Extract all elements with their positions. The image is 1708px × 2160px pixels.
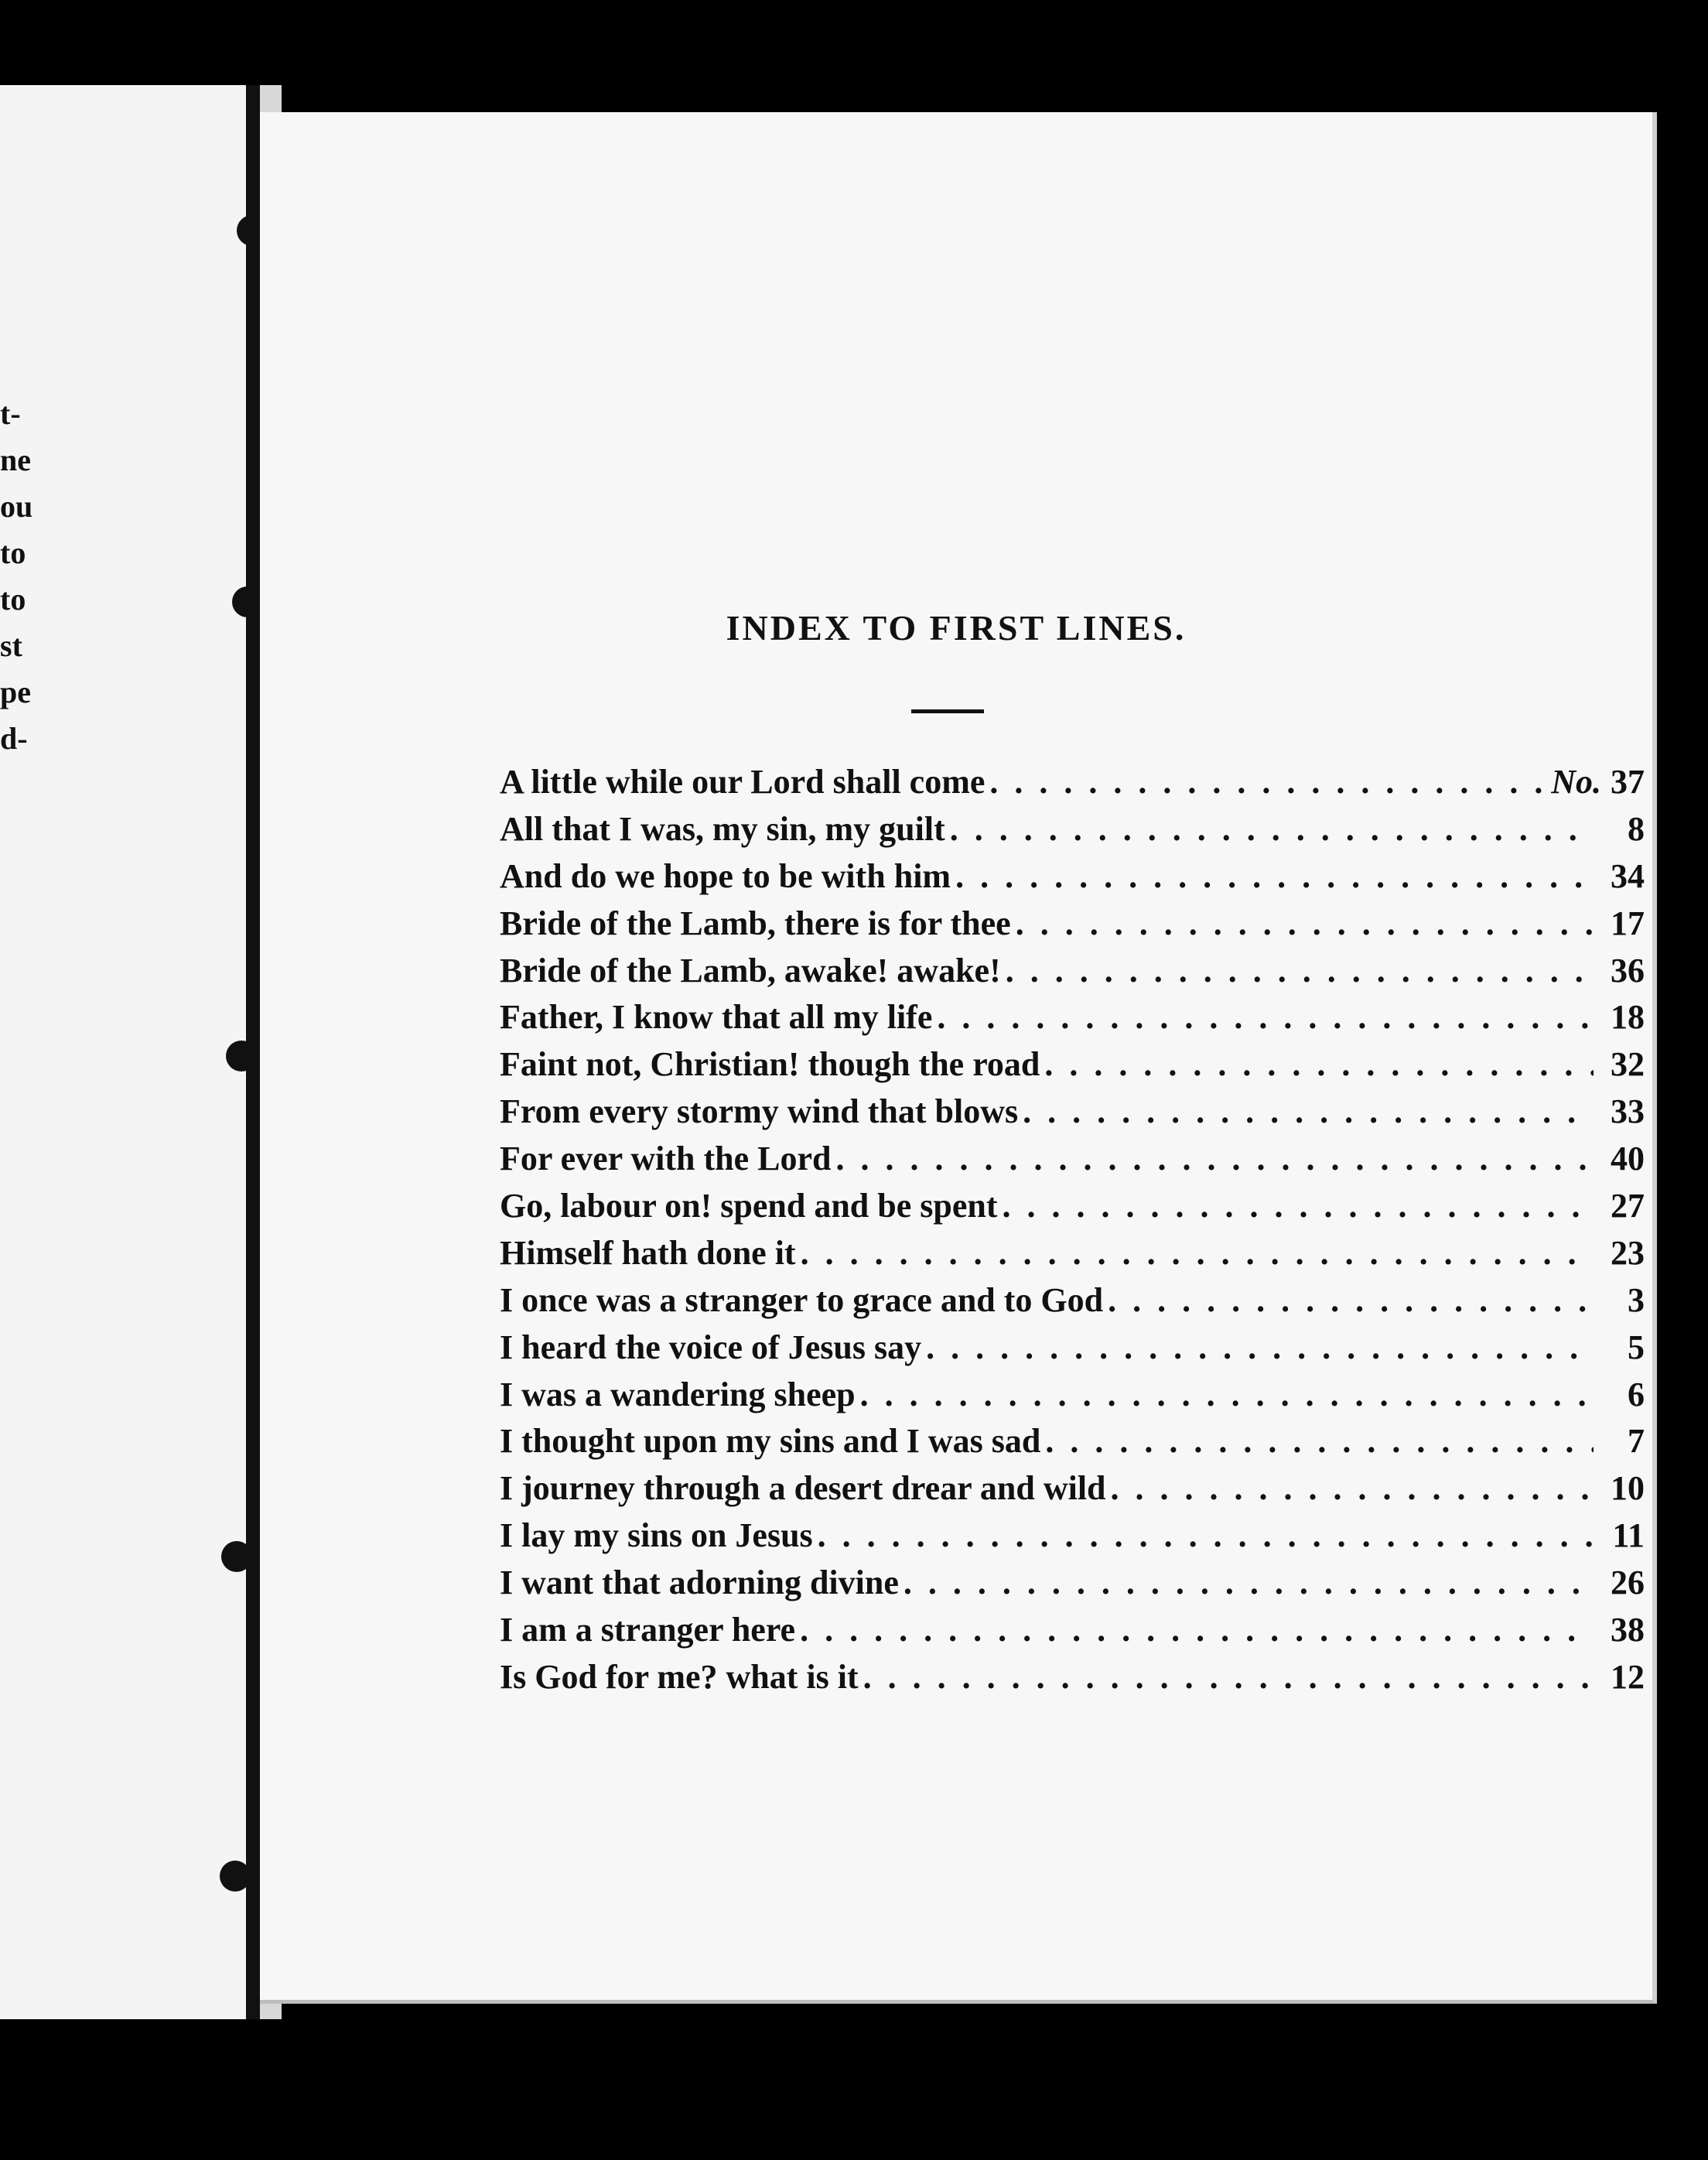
index-entry bbox=[500, 997, 1645, 1044]
hymn-number-value: 37 bbox=[1611, 763, 1645, 801]
page-title: INDEX TO FIRST LINES. bbox=[726, 608, 1187, 648]
index-entry bbox=[500, 1516, 1645, 1563]
hymn-number: 34 bbox=[1611, 856, 1645, 895]
dot-leader bbox=[1016, 904, 1594, 943]
hymn-number: 8 bbox=[1628, 809, 1645, 848]
dot-leader bbox=[1108, 1280, 1594, 1320]
fragment-line: ne bbox=[0, 443, 31, 477]
index-entry bbox=[500, 1186, 1645, 1233]
previous-page bbox=[0, 85, 255, 2019]
index-entry bbox=[500, 1468, 1645, 1516]
dot-leader bbox=[836, 1139, 1594, 1178]
dot-leader bbox=[989, 762, 1546, 801]
hymn-number: 33 bbox=[1611, 1092, 1645, 1131]
index-entry bbox=[500, 1233, 1645, 1280]
index-entry bbox=[500, 1139, 1645, 1186]
hymn-number: 40 bbox=[1611, 1140, 1645, 1178]
hymn-number: 6 bbox=[1628, 1375, 1645, 1413]
hymn-number: 36 bbox=[1611, 951, 1645, 989]
index-entry bbox=[500, 809, 1645, 856]
hymn-number: 10 bbox=[1611, 1469, 1645, 1508]
hymn-number: 11 bbox=[1612, 1516, 1645, 1555]
hymn-number: 27 bbox=[1611, 1187, 1645, 1225]
dot-leader bbox=[1023, 1092, 1594, 1131]
dot-leader bbox=[801, 1233, 1594, 1273]
hymn-number: 17 bbox=[1611, 904, 1645, 942]
index-entry bbox=[500, 1375, 1645, 1422]
hymn-number: 5 bbox=[1628, 1328, 1645, 1366]
first-line: Himself hath done it bbox=[500, 1233, 796, 1272]
first-line: Is God for me? what is it bbox=[500, 1657, 859, 1696]
first-line: Bride of the Lamb, awake! awake! bbox=[500, 951, 1001, 989]
stitch-mark bbox=[232, 586, 263, 617]
hymn-number: 23 bbox=[1611, 1233, 1645, 1272]
first-line: Faint not, Christian! though the road bbox=[500, 1045, 1040, 1084]
first-line: I lay my sins on Jesus bbox=[500, 1516, 813, 1555]
hymn-number: 26 bbox=[1611, 1564, 1645, 1602]
first-line: I journey through a desert drear and wild bbox=[500, 1469, 1106, 1508]
dot-leader bbox=[950, 809, 1594, 849]
first-line: A little while our Lord shall come bbox=[500, 763, 986, 801]
index-entry bbox=[500, 1657, 1645, 1704]
index-entry bbox=[500, 856, 1645, 904]
hymn-number: 3 bbox=[1628, 1280, 1645, 1319]
first-line: I am a stranger here bbox=[500, 1611, 796, 1649]
first-line: I once was a stranger to grace and to God bbox=[500, 1280, 1104, 1319]
fragment-line: st bbox=[0, 628, 22, 663]
first-line: I thought upon my sins and I was sad bbox=[500, 1422, 1041, 1461]
hymn-number bbox=[1551, 762, 1645, 801]
first-line: For ever with the Lord bbox=[500, 1140, 832, 1178]
fragment-line: t- bbox=[0, 396, 21, 431]
hymn-number: 18 bbox=[1611, 998, 1645, 1037]
fragment-line: pe bbox=[0, 675, 31, 709]
number-label: No. bbox=[1551, 763, 1601, 801]
stitch-mark bbox=[220, 1861, 251, 1892]
dot-leader bbox=[926, 1328, 1594, 1367]
dot-leader bbox=[863, 1657, 1594, 1697]
dot-leader bbox=[1003, 1186, 1594, 1225]
fragment-line: ou bbox=[0, 489, 33, 524]
stitch-mark bbox=[221, 1541, 252, 1572]
index-entry bbox=[500, 1280, 1645, 1328]
stitch-mark bbox=[226, 1041, 257, 1071]
index-entry bbox=[500, 904, 1645, 951]
dot-leader bbox=[860, 1375, 1594, 1414]
first-line: I want that adorning divine bbox=[500, 1564, 899, 1602]
first-line: All that I was, my sin, my guilt bbox=[500, 809, 945, 848]
index-entry bbox=[500, 1328, 1645, 1375]
hymn-number: 7 bbox=[1628, 1422, 1645, 1461]
dot-leader bbox=[800, 1610, 1594, 1649]
dot-leader bbox=[1045, 1421, 1594, 1461]
dot-leader bbox=[904, 1563, 1594, 1602]
dot-leader bbox=[818, 1516, 1594, 1555]
index-list bbox=[500, 762, 1645, 1704]
index-entry bbox=[500, 1610, 1645, 1657]
dot-leader bbox=[937, 997, 1594, 1037]
first-line: From every stormy wind that blows bbox=[500, 1092, 1019, 1131]
index-entry bbox=[500, 1421, 1645, 1468]
fragment-line: to bbox=[0, 535, 26, 570]
hymn-number: 32 bbox=[1611, 1045, 1645, 1084]
first-line: And do we hope to be with him bbox=[500, 856, 951, 895]
first-line: I was a wandering sheep bbox=[500, 1375, 856, 1413]
dot-leader bbox=[1044, 1044, 1594, 1084]
first-line: Go, labour on! spend and be spent bbox=[500, 1187, 998, 1225]
first-line: Bride of the Lamb, there is for thee bbox=[500, 904, 1011, 942]
index-entry bbox=[500, 1563, 1645, 1610]
index-entry bbox=[500, 951, 1645, 998]
first-line: I heard the voice of Jesus say bbox=[500, 1328, 922, 1366]
index-page bbox=[260, 112, 1657, 2004]
hymn-number: 12 bbox=[1611, 1657, 1645, 1696]
title-rule bbox=[911, 709, 984, 713]
dot-leader bbox=[1006, 951, 1594, 990]
dot-leader bbox=[955, 856, 1594, 896]
hymn-number: 38 bbox=[1611, 1611, 1645, 1649]
fragment-line: d- bbox=[0, 721, 28, 756]
dot-leader bbox=[1111, 1468, 1594, 1508]
index-entry bbox=[500, 762, 1645, 809]
first-line: Father, I know that all my life bbox=[500, 998, 933, 1037]
previous-page-text-fragments bbox=[0, 391, 46, 762]
fragment-line: to bbox=[0, 582, 26, 617]
index-entry bbox=[500, 1092, 1645, 1139]
index-entry bbox=[500, 1044, 1645, 1092]
